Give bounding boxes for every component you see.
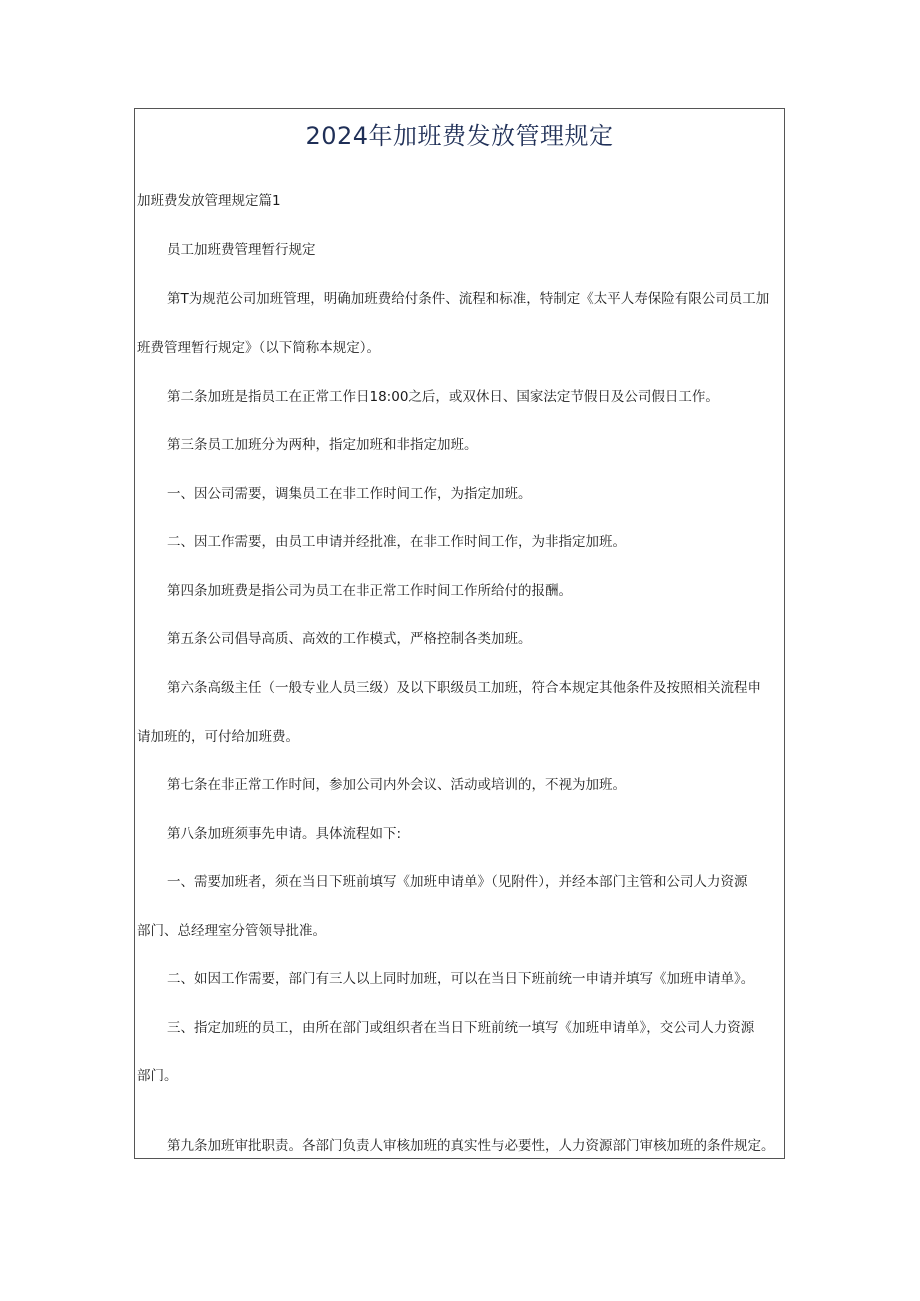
paragraph-line: 第八条加班须事先申请。具体流程如下: bbox=[167, 826, 402, 842]
paragraph-line: 第四条加班费是指公司为员工在非正常工作时间工作所给付的报酬。 bbox=[167, 583, 572, 599]
paragraph-line: 请加班的，可付给加班费。 bbox=[137, 729, 299, 745]
paragraph-line: 第三条员工加班分为两种，指定加班和非指定加班。 bbox=[167, 437, 478, 453]
paragraph-line: 第二条加班是指员工在正常工作日18:00之后，或双休日、国家法定节假日及公司假日工作。 bbox=[167, 389, 719, 405]
paragraph-line: 第五条公司倡导高质、高效的工作模式，严格控制各类加班。 bbox=[167, 631, 532, 647]
paragraph-line: 第T为规范公司加班管理，明确加班费给付条件、流程和标准，特制定《太平人寿保险有限公司员工加 bbox=[167, 291, 770, 307]
paragraph-line: 一、需要加班者，须在当日下班前填写《加班申请单》（见附件），并经本部门主管和公司人力资源 bbox=[167, 874, 748, 890]
paragraph-line: 第九条加班审批职责。各部门负责人审核加班的真实性与必要性，人力资源部门审核加班的条件规定。 bbox=[167, 1138, 775, 1154]
paragraph-line: 第六条高级主任（一般专业人员三级）及以下职级员工加班，符合本规定其他条件及按照相关流程申 bbox=[167, 680, 761, 696]
document-title: 2024年加班费发放管理规定 bbox=[305, 122, 614, 150]
subtitle: 员工加班费管理暂行规定 bbox=[167, 242, 316, 258]
document-page bbox=[134, 108, 785, 1159]
paragraph-line: 二、如因工作需要，部门有三人以上同时加班，可以在当日下班前统一申请并填写《加班申请单》。 bbox=[167, 971, 755, 987]
paragraph-line: 第七条在非正常工作时间，参加公司内外会议、活动或培训的，不视为加班。 bbox=[167, 777, 626, 793]
paragraph-line: 班费管理暂行规定》（以下简称本规定）。 bbox=[137, 340, 380, 356]
paragraph-line: 部门。 bbox=[137, 1068, 178, 1084]
paragraph-line: 部门、总经理室分管领导批准。 bbox=[137, 923, 326, 939]
paragraph-line: 二、因工作需要，由员工申请并经批准，在非工作时间工作，为非指定加班。 bbox=[167, 534, 626, 550]
section-heading: 加班费发放管理规定篇1 bbox=[137, 193, 281, 209]
paragraph-line: 一、因公司需要，调集员工在非工作时间工作，为指定加班。 bbox=[167, 486, 532, 502]
paragraph-line: 三、指定加班的员工，由所在部门或组织者在当日下班前统一填写《加班申请单》，交公司人力资源 bbox=[167, 1020, 755, 1036]
